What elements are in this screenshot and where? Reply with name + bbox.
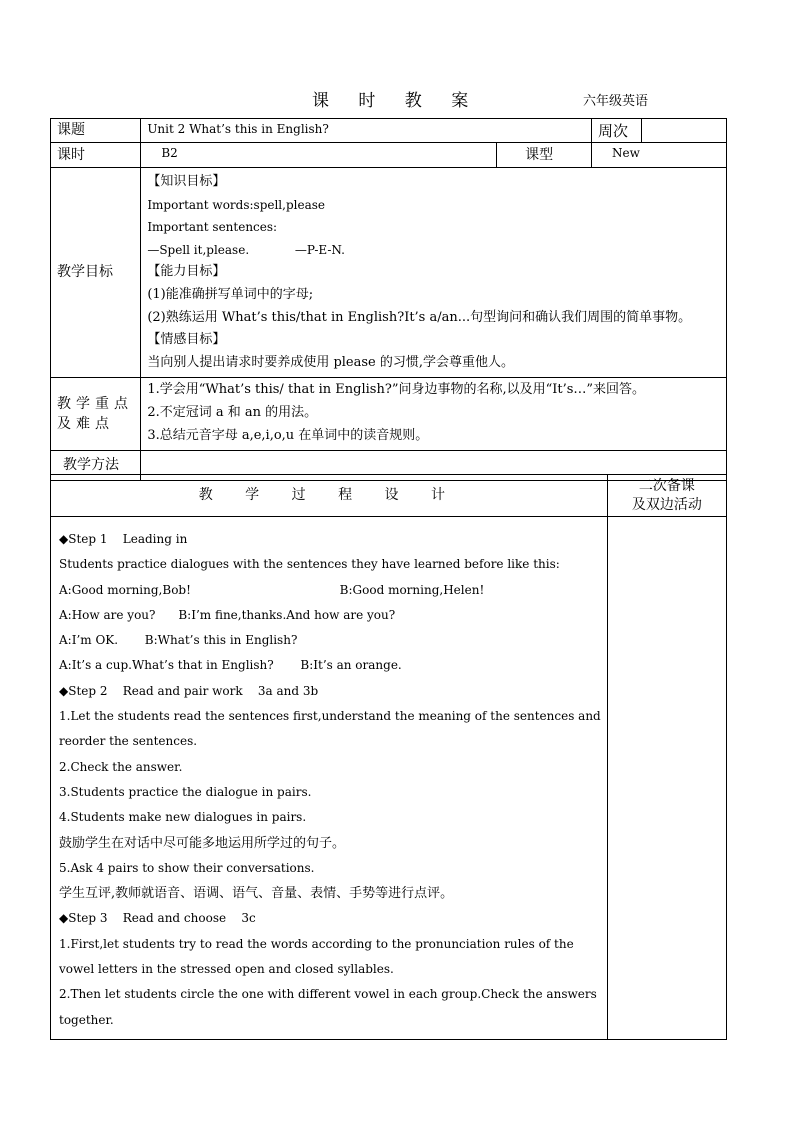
process-content: [51, 517, 608, 1040]
method-label: 教学方法: [51, 451, 141, 481]
goal-line: 当向别人提出请求时要养成使用 please 的习惯,学会尊重他人。: [147, 354, 514, 370]
lesson-info-table: [50, 118, 727, 481]
step-heading: ◆Step 1 Leading in: [59, 532, 188, 546]
side-heading-line: 及双边活动: [631, 496, 702, 513]
process-line: A:I’m OK. B:What’s this in English?: [59, 633, 298, 648]
goal-line: 【知识目标】: [147, 174, 226, 189]
side-notes: [607, 517, 726, 1040]
process-line: Students practice dialogues with the sentences they have learned before like this:: [59, 557, 560, 572]
process-line: A:How are you? B:I’m fine,thanks.And how are you?: [59, 607, 396, 622]
process-line: 3.Students practice the dialogue in pairs.: [59, 784, 312, 799]
step-heading: ◆Step 2 Read and pair work 3a and 3b: [59, 683, 319, 698]
process-line: 2.Then let students circle the one with different vowel in each group.Check the answers: [59, 987, 597, 1002]
key-points-label: 教学重点及难点: [51, 378, 141, 451]
type-label: 课型: [497, 143, 592, 168]
goal-line: Important sentences:: [147, 220, 278, 235]
goal-line: Important words:spell,please: [147, 197, 325, 212]
goal-line: —Spell it,please. —P-E-N.: [147, 242, 345, 257]
process-table: [50, 474, 727, 1040]
goal-line: 【能力目标】: [147, 264, 226, 280]
side-heading: [607, 475, 726, 517]
key-line: 2.不定冠词 a 和 an 的用法。: [147, 404, 318, 420]
process-line: 5.Ask 4 pairs to show their conversations.: [59, 860, 315, 875]
key-line: 3.总结元音字母 a,e,i,o,u 在单词中的读音规则。: [147, 427, 429, 443]
process-line: A:Good morning,Bob! B:Good morning,Helen!: [59, 582, 485, 597]
topic-value: Unit 2 What’s this in English?: [141, 119, 592, 143]
goal-line: (1)能准确拼写单词中的字母;: [147, 286, 314, 302]
key-points-content: [141, 378, 727, 451]
process-line: 4.Students make new dialogues in pairs.: [59, 810, 307, 825]
process-line: 鼓励学生在对话中尽可能多地运用所学过的句子。: [59, 835, 346, 851]
period-value: B2: [141, 143, 497, 168]
step-heading: ◆Step 3 Read and choose 3c: [59, 911, 256, 926]
process-line: vowel letters in the stressed open and closed syllables.: [59, 962, 394, 977]
process-line: A:It’s a cup.What’s that in English? B:It’s an orange.: [59, 658, 402, 673]
side-heading-line: 二次备课: [638, 477, 695, 494]
period-label: 课时: [51, 143, 141, 168]
process-line: 2.Check the answer.: [59, 759, 183, 774]
process-line: 学生互评,教师就语音、语调、语气、音量、表情、手势等进行点评。: [59, 886, 454, 902]
process-line: 1.First,let students try to read the words according to the pronunciation rules of the: [59, 936, 574, 951]
goal-line: 【情感目标】: [147, 332, 226, 348]
goals-content: [141, 168, 727, 378]
goal-line: (2)熟练运用 What’s this/that in English?It’s a/an...句型询问和确认我们周围的简单事物。: [147, 309, 692, 325]
week-label: 周次: [592, 119, 642, 143]
process-line: 1.Let the students read the sentences first,understand the meaning of the sentences and: [59, 709, 601, 724]
process-line: reorder the sentences.: [59, 734, 198, 749]
type-value: New: [592, 143, 727, 168]
page-title: 课 时 教 案: [312, 91, 481, 111]
grade-subject: 六年级英语: [583, 94, 649, 109]
week-value: [642, 119, 727, 143]
goals-label: 教学目标: [51, 168, 141, 378]
process-line: together.: [59, 1012, 114, 1027]
process-heading: 教 学 过 程 设 计: [51, 475, 608, 517]
topic-label: 课题: [51, 119, 141, 143]
key-line: 1.学会用“What’s this/ that in English?”问身边事物的名称,以及用“It’s…”来回答。: [147, 382, 646, 398]
